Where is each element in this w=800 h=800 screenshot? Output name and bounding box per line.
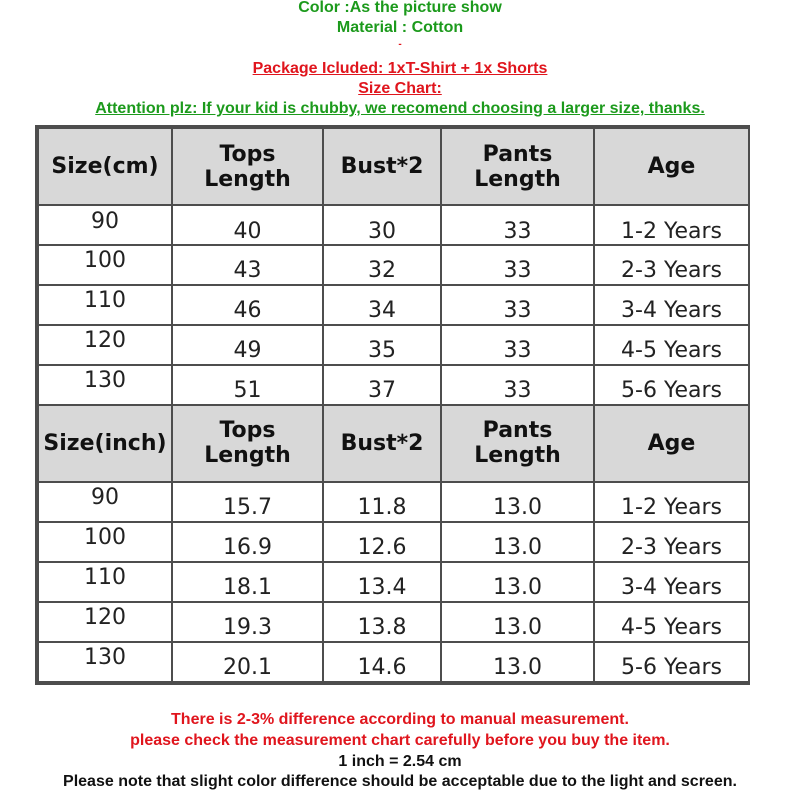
measurement-value: 2-3 Years [621,535,722,561]
measurement-value: 32 [368,258,396,284]
package-line: Package Icluded: 1xT-Shirt + 1x Shorts [252,60,548,77]
measurement-value: 19.3 [223,615,272,641]
measurement-value: 13.0 [493,655,542,681]
size-table [35,125,750,685]
table-row [38,205,749,245]
column-header: Size(cm) [38,128,172,205]
size-value: 110 [84,565,126,591]
table-cell [441,482,594,522]
measurement-value: 5-6 Years [621,655,722,681]
table-cell [172,325,323,365]
table-cell [323,562,441,602]
table-cell [594,205,749,245]
table-cell [594,245,749,285]
measurement-value: 16.9 [223,535,272,561]
size-value: 90 [91,485,119,511]
table-cell [441,365,594,405]
measurement-value: 1-2 Years [621,218,722,244]
table-row [38,562,749,602]
table-cell [323,365,441,405]
table-row [38,365,749,405]
table-row [38,482,749,522]
table-cell [594,562,749,602]
table-cell [441,205,594,245]
table-cell [323,482,441,522]
table-row [38,325,749,365]
measurement-value: 51 [233,378,262,404]
table-cell [323,522,441,562]
size-value: 90 [91,208,119,234]
column-header: Tops Length [172,128,323,205]
size-value: 120 [84,605,126,631]
table-cell [172,482,323,522]
table-cell [594,522,749,562]
table-cell [323,285,441,325]
color-line: Color :As the picture show [298,0,502,16]
table-cell [38,245,172,285]
measurement-value: 40 [233,218,262,244]
column-header: Pants Length [441,128,594,205]
table-cell [323,325,441,365]
table-cell [594,642,749,682]
material-line: Material : Cotton [336,19,464,36]
measurement-value: 13.0 [493,495,542,521]
check-note: please check the measurement chart carefully before you buy the item. [130,732,670,749]
measurement-value: 34 [368,298,396,324]
measurement-value: 33 [503,338,532,364]
size-value: 110 [84,288,126,314]
table-cell [38,602,172,642]
table-cell [172,245,323,285]
table-cell [594,482,749,522]
measurement-value: 46 [233,298,262,324]
size-value: 130 [84,645,126,671]
table-row [38,642,749,682]
table-cell [594,365,749,405]
measurement-value: 3-4 Years [621,298,722,324]
measurement-value: 2-3 Years [621,258,722,284]
table-cell [441,522,594,562]
table-cell [441,285,594,325]
measurement-value: 1-2 Years [621,495,722,521]
attention-line: Attention plz: If your kid is chubby, we recomend choosing a larger size, thanks. [95,100,705,117]
size-value: 100 [84,248,126,274]
measurement-value: 37 [368,378,396,404]
column-header: Age [594,405,749,482]
table-cell [172,205,323,245]
measurement-value: 13.4 [357,575,407,601]
measurement-value: 13.8 [357,615,407,641]
measurement-value: 14.6 [357,655,407,681]
column-header: Pants Length [441,405,594,482]
table-cell [441,245,594,285]
measurement-value: 11.8 [357,495,407,521]
size-value: 120 [84,328,126,354]
table-cell [38,365,172,405]
table-cell [38,205,172,245]
measurement-value: 13.0 [493,615,542,641]
table-cell [38,562,172,602]
table-cell [441,602,594,642]
table-row [38,285,749,325]
table-cell [38,482,172,522]
measurement-value: 12.6 [357,535,407,561]
measurement-value: 5-6 Years [621,378,722,404]
measurement-value: 33 [503,298,532,324]
measurement-value: 43 [233,258,262,284]
table-row [38,522,749,562]
column-header: Size(inch) [38,405,172,482]
difference-note: There is 2-3% difference according to manual measurement. [171,711,629,728]
size-table-body [38,128,749,682]
table-cell [323,245,441,285]
column-header: Age [594,128,749,205]
column-header: Bust*2 [323,128,441,205]
column-header: Bust*2 [323,405,441,482]
size-value: 130 [84,368,126,394]
table-cell [38,325,172,365]
divider-mark: - [398,39,402,50]
measurement-value: 18.1 [223,575,272,601]
table-cell [38,285,172,325]
table-cell [38,522,172,562]
table-cell [172,562,323,602]
header-row-inch [38,405,749,482]
measurement-value: 30 [368,218,396,244]
size-table-grid [37,127,750,683]
table-cell [323,602,441,642]
table-cell [172,285,323,325]
table-cell [594,285,749,325]
measurement-value: 33 [503,218,532,244]
table-cell [323,205,441,245]
measurement-value: 13.0 [493,535,542,561]
measurement-value: 13.0 [493,575,542,601]
table-cell [38,642,172,682]
measurement-value: 4-5 Years [621,615,722,641]
table-cell [172,522,323,562]
table-cell [172,642,323,682]
column-header: Tops Length [172,405,323,482]
measurement-value: 3-4 Years [621,575,722,601]
measurement-value: 33 [503,258,532,284]
table-row [38,602,749,642]
measurement-value: 35 [368,338,396,364]
color-difference-note: Please note that slight color difference should be acceptable due to the light and screen. [63,773,737,790]
measurement-value: 15.7 [223,495,272,521]
conversion-note: 1 inch = 2.54 cm [338,753,462,770]
size-value: 100 [84,525,126,551]
table-cell [441,562,594,602]
table-row [38,245,749,285]
table-cell [594,325,749,365]
table-cell [441,325,594,365]
table-cell [323,642,441,682]
size-chart-heading: Size Chart: [358,80,442,97]
measurement-value: 33 [503,378,532,404]
table-cell [594,602,749,642]
header-row-cm [38,128,749,205]
measurement-value: 4-5 Years [621,338,722,364]
measurement-value: 49 [233,338,262,364]
table-cell [172,602,323,642]
table-cell [441,642,594,682]
table-cell [172,365,323,405]
measurement-value: 20.1 [223,655,272,681]
